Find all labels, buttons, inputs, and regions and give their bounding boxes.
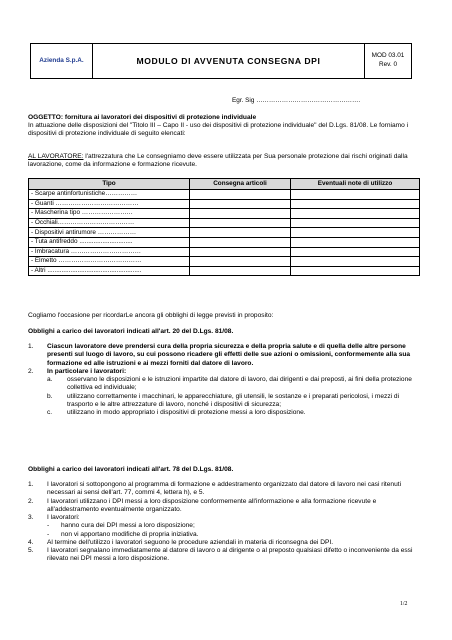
company-name: Azienda S.p.A. (31, 44, 93, 78)
dash-bullet: - (47, 530, 50, 538)
object-title: OGGETTO: fornitura ai lavoratori dei dispositivi di protezione individuale (28, 114, 257, 121)
section-art20 (28, 328, 418, 417)
delivery-cell[interactable] (190, 218, 291, 228)
list-item-number: 2. (28, 367, 34, 375)
sub-item-text: osservano le disposizioni e le istruzioni impartite dal datore di lavoro, dai dirigenti e dai preposti, ai fini della protezione collettiva ed individuale; (67, 376, 412, 392)
mod-code: MOD 03.01 (371, 52, 405, 60)
to-worker-label: AL LAVORATORE: (28, 153, 84, 160)
revision: Rev. 0 (379, 61, 397, 68)
list-item (28, 498, 418, 514)
list-item-text: I lavoratori: (47, 514, 80, 522)
list-item (28, 343, 418, 368)
list-item (28, 481, 418, 497)
dpi-type-cell: - Guanti ………………………………… (29, 199, 190, 209)
table-row (29, 209, 420, 219)
dash-item-text: hanno cura dei DPI messi a loro disposizione; (61, 522, 195, 530)
list-item-number: 3. (28, 514, 34, 522)
section-art20-title: Obblighi a carico dei lavoratori indicati all'art. 20 del D.Lgs. 81/08. (28, 328, 234, 335)
to-worker-text: l'attrezzatura che Le consegniamo deve essere utilizzata per Sua personale protezione dai rischi originati dalla lavorazione, come da informazione e formazione ricevute. (28, 153, 408, 169)
table-header-row (29, 179, 420, 190)
table-row (29, 247, 420, 257)
list-item-number: 1. (28, 481, 34, 489)
notes-cell[interactable] (291, 218, 420, 228)
dpi-type-cell: - Tuta antifreddo .............................. (29, 237, 190, 247)
sub-item-text: utilizzano in modo appropriato i dispositivi di protezione messi a loro disposizione. (67, 409, 306, 417)
list-item (28, 547, 418, 563)
list-item-text: Al termine dell'utilizzo i lavoratori seguono le procedure aziendali in materia di riconsegna dei DPI. (47, 538, 334, 546)
list-item-number: 4. (28, 538, 34, 546)
table-row (29, 190, 420, 200)
delivery-cell[interactable] (190, 266, 291, 276)
dpi-type-cell: - Imbracatura …………………………… (29, 247, 190, 257)
table-row (29, 218, 420, 228)
list-item (28, 539, 418, 547)
dash-list-item (28, 522, 418, 530)
delivery-cell[interactable] (190, 237, 291, 247)
delivery-cell[interactable] (190, 257, 291, 267)
delivery-cell[interactable] (190, 247, 291, 257)
section-art78 (28, 466, 418, 564)
notes-cell[interactable] (291, 199, 420, 209)
table-row (29, 237, 420, 247)
column-header-note: Eventuali note di utilizzo (291, 179, 420, 190)
object-body: In attuazione delle disposizioni del "Titolo III – Capo II - uso dei dispositivi di protezione individuale" del D.Lgs. 81/08. Le forniamo i dispositivi di protezione individuale di seguito elencati: (28, 122, 409, 138)
sub-list-item (28, 393, 418, 409)
dpi-type-cell: - Dispositivi antirumore ……………… (29, 228, 190, 238)
notes-cell[interactable] (291, 228, 420, 238)
section-art78-title: Obblighi a carico dei lavoratori indicati all'art. 78 del D.Lgs. 81/08. (28, 466, 234, 473)
notes-cell[interactable] (291, 247, 420, 257)
list-item (28, 368, 418, 376)
to-worker-section (28, 153, 418, 169)
list-item-text: I lavoratori utilizzano i DPI messi a loro disposizione conformemente all'informazione e alla formazione ricevute e all'addestramento eventualmente organizzato. (47, 497, 377, 513)
list-item-number: 5. (28, 547, 34, 555)
form-title: MODULO DI AVVENUTA CONSEGNA DPI (93, 44, 365, 78)
form-code-box (365, 44, 411, 78)
notes-cell[interactable] (291, 257, 420, 267)
closing-text: Cogliamo l'occasione per ricordarLe ancora gli obblighi di legge previsti in proposito: (28, 312, 274, 319)
sub-item-text: utilizzano correttamente i macchinari, le apparecchiature, gli utensili, le sostanze e i preparati pericolosi, i mezzi di trasporto e le altre attrezzature di lavoro, nonché i dispositivi di sicurezza; (67, 392, 400, 408)
column-header-consegna: Consegna articoli (190, 179, 291, 190)
dash-bullet: - (47, 522, 50, 530)
notes-cell[interactable] (291, 237, 420, 247)
list-item-number: 1. (28, 343, 34, 351)
list-item (28, 514, 418, 522)
dpi-type-cell: - Occhiali……………………………… (29, 218, 190, 228)
object-section (28, 114, 418, 139)
sub-item-letter: b. (47, 392, 53, 400)
notes-cell[interactable] (291, 190, 420, 200)
notes-cell[interactable] (291, 209, 420, 219)
sub-item-letter: a. (47, 376, 53, 384)
list-item-text: In particolare i lavoratori: (47, 367, 127, 375)
dpi-type-cell: - Scarpe antinfortunistiche…………… (29, 190, 190, 200)
delivery-cell[interactable] (190, 190, 291, 200)
delivery-cell[interactable] (190, 228, 291, 238)
list-item-text: I lavoratori segnalano immediatamente al datore di lavoro o al dirigente o al preposto qualsiasi difetto o inconveniente da essi rilevato nei DPI messi a loro disposizione. (47, 547, 413, 563)
recipient-line: Egr. Sig …………………………………………. (232, 97, 361, 104)
dpi-table (28, 178, 420, 276)
sub-list-item (28, 376, 418, 392)
table-row (29, 199, 420, 209)
dpi-type-cell: - Altri ..................................................... (29, 266, 190, 276)
notes-cell[interactable] (291, 266, 420, 276)
table-row (29, 228, 420, 238)
dash-list-item (28, 531, 418, 539)
column-header-tipo: Tipo (29, 179, 190, 190)
table-row (29, 266, 420, 276)
sub-list-item (28, 409, 418, 417)
list-item-text: I lavoratori si sottopongono al programma di formazione e addestramento organizzato dal datore di lavoro nei casi ritenuti necessari ai sensi dell'art. 77, commi 4, lettera h), e 5. (47, 481, 402, 497)
delivery-cell[interactable] (190, 199, 291, 209)
list-item-number: 2. (28, 497, 34, 505)
dpi-type-cell: - Mascherina tipo …………………… (29, 209, 190, 219)
document-header (30, 43, 412, 79)
page-number: 1/2 (400, 601, 408, 607)
list-item-text: Ciascun lavoratore deve prendersi cura della propria sicurezza e della propria salute e di quella delle altre persone presenti sul luogo di lavoro, su cui possono ricadere gli effetti delle sue azioni o omissioni, conformemente alla sua formazione ed alle istruzioni e ai mezzi forniti dal datore di lavoro. (47, 343, 411, 367)
table-row (29, 257, 420, 267)
sub-item-letter: c. (47, 409, 53, 417)
dpi-type-cell: - Elmetto ………………………………… (29, 257, 190, 267)
delivery-cell[interactable] (190, 209, 291, 219)
dash-item-text: non vi apportano modifiche di propria iniziativa. (61, 530, 199, 538)
